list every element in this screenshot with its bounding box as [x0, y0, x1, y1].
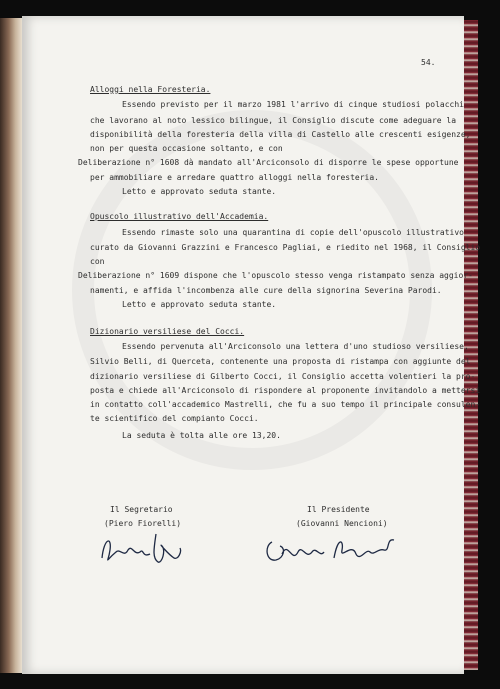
paragraph-line: per ammobiliare e arredare quattro alloggi nella foresteria. [90, 173, 379, 182]
page-number: 54. [421, 58, 436, 67]
paragraph-line: con [90, 257, 105, 266]
secretary-signature [98, 528, 188, 568]
paragraph-line: te scientifico del compianto Cocci. [90, 414, 259, 423]
section-heading: Opuscolo illustrativo dell'Accademia. [90, 212, 269, 221]
paragraph-line: namenti, e affida l'incombenza alle cure della signorina Severina Parodi. [90, 286, 442, 295]
section-heading: Alloggi nella Foresteria. [90, 85, 211, 94]
paragraph-line: Silvio Belli, di Querceta, contenente una proposta di ristampa con aggiunte del [90, 357, 471, 366]
section-heading: Dizionario versiliese del Cocci. [90, 327, 245, 336]
secretary-name: (Piero Fiorelli) [104, 519, 182, 528]
book-binding [0, 18, 22, 673]
paragraph-line: in contatto coll'accademico Mastrelli, che fu a suo tempo il principale consulen- [90, 400, 481, 409]
paragraph-line: dizionario versiliese di Gilberto Cocci, il Consiglio accetta volentieri la pro- [90, 372, 476, 381]
paragraph-line: non per questa occasione soltanto, e con [90, 144, 283, 153]
paragraph-line: Essendo previsto per il marzo 1981 l'arrivo di cinque studiosi polacchi [122, 100, 464, 109]
president-name: (Giovanni Nencioni) [296, 519, 388, 528]
deliberation-line: Deliberazione n° 1608 dà mandato all'Arciconsolo di disporre le spese opportune [78, 158, 459, 167]
president-signature [262, 530, 402, 570]
approval-line: Letto e approvato seduta stante. [122, 300, 277, 309]
deliberation-line: Deliberazione n° 1609 dispone che l'opuscolo stesso venga ristampato senza aggior- [78, 271, 473, 280]
paragraph-line: disponibilità della foresteria della villa di Castello alle crescenti esigenze, [90, 130, 471, 139]
paragraph-line: posta e chiede all'Arciconsolo di rispondere al proponente invitandolo a mettersi [90, 386, 481, 395]
approval-line: Letto e approvato seduta stante. [122, 187, 277, 196]
closing-line: La seduta è tolta alle ore 13,20. [122, 431, 281, 440]
secretary-role: Il Segretario [110, 505, 173, 514]
paragraph-line: che lavorano al noto lessico bilingue, il Consiglio discute come adeguare la [90, 116, 457, 125]
president-role: Il Presidente [307, 505, 370, 514]
paragraph-line: Essendo pervenuta all'Arciconsolo una lettera d'uno studioso versiliese, [122, 342, 469, 351]
paragraph-line: Essendo rimaste solo una quarantina di copie dell'opuscolo illustrativo [122, 228, 464, 237]
paragraph-line: curato da Giovanni Grazzini e Francesco Pagliai, e riedito nel 1968, il Consiglio [90, 243, 481, 252]
